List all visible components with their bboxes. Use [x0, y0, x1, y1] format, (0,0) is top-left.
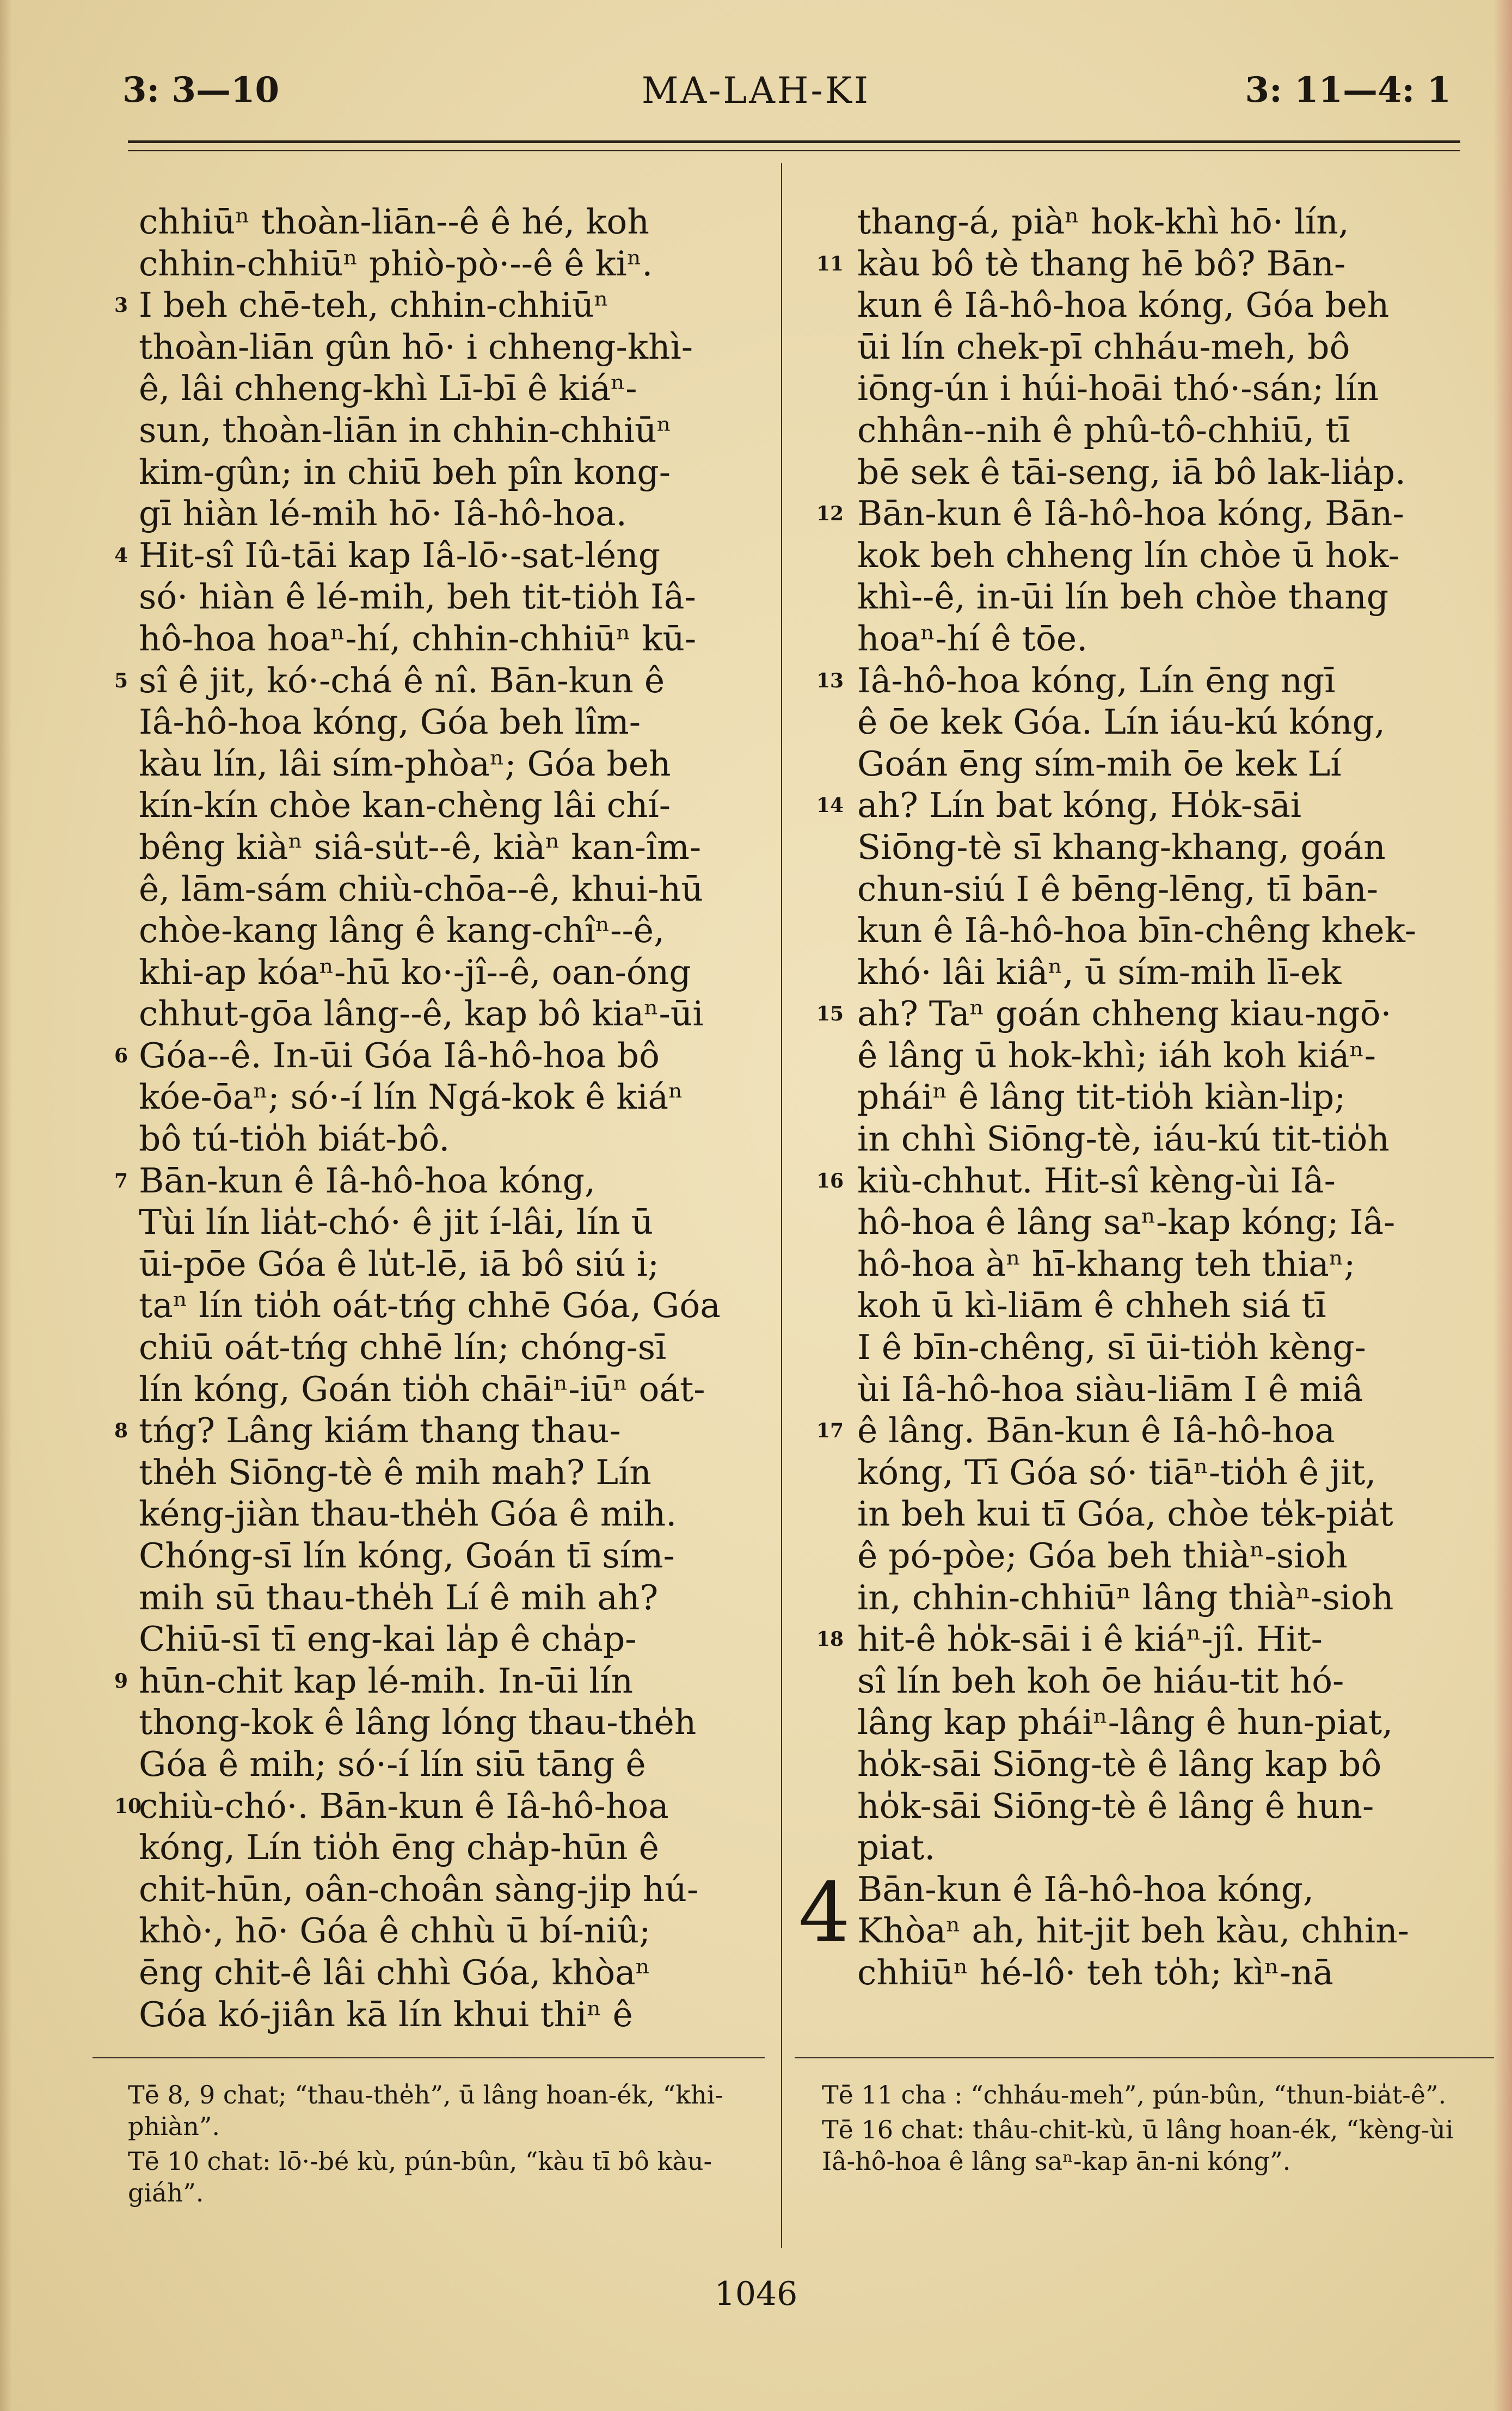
- text-line: ūi-pōe Góa ê lu̍t-lē, iā bô siú i;: [139, 1244, 660, 1284]
- text-line: kàu bô tè thang hē bô? Bān-: [857, 243, 1346, 284]
- text-line: Bān-kun ê Iâ-hô-hoa kóng,: [139, 1160, 596, 1201]
- text-line: chiū oát-tńg chhē lín; chóng-sī: [139, 1327, 667, 1368]
- footnote-rule-right: [795, 2057, 1494, 2058]
- text-line: Góa--ê. In-ūi Góa Iâ-hô-hoa bô: [139, 1035, 660, 1075]
- text-line: ūi lín chek-pī chháu-meh, bô: [857, 327, 1350, 367]
- text-line: bêng kiàⁿ siâ-su̍t--ê, kiàⁿ kan-îm-: [139, 827, 702, 867]
- text-line: the̍h Siōng-tè ê mih mah? Lín: [139, 1452, 651, 1492]
- header-rule-thick: [128, 140, 1460, 143]
- text-line: Iâ-hô-hoa kóng, Lín ēng ngī: [857, 660, 1336, 700]
- text-line: chhiūⁿ hé-lô· teh to̍h; kìⁿ-nā: [857, 1952, 1333, 1992]
- text-line: Iâ-hô-hoa kóng, Góa beh lîm-: [139, 702, 641, 742]
- text-line: I ê bīn-chêng, sī ūi-tio̍h kèng-: [857, 1327, 1366, 1368]
- text-line: lín kóng, Goán tio̍h chāiⁿ-iūⁿ oát-: [139, 1369, 705, 1409]
- text-line: ho̍k-sāi Siōng-tè ê lâng ê hun-: [857, 1786, 1374, 1826]
- text-line: kóe-ōaⁿ; só·-í lín Ngá-kok ê kiáⁿ: [139, 1077, 684, 1117]
- text-line: Chóng-sī lín kóng, Goán tī sím-: [139, 1536, 675, 1576]
- text-line: lâng kap pháiⁿ-lâng ê hun-piat,: [857, 1702, 1393, 1743]
- text-line: ê, lâi chheng-khì Lī-bī ê kiáⁿ-: [139, 368, 637, 409]
- text-line: koh ū kì-liām ê chheh siá tī: [857, 1286, 1326, 1326]
- text-line: kóng, Lín tio̍h ēng cha̍p-hūn ê: [139, 1828, 659, 1868]
- verse-number: 15: [816, 1002, 844, 1026]
- right-column-text: [857, 201, 1475, 1994]
- text-line: khó· lâi kiâⁿ, ū sím-mih lī-ek: [857, 952, 1342, 992]
- text-line: chhut-gōa lâng--ê, kap bô kiaⁿ-ūi: [139, 994, 704, 1034]
- text-line: sî lín beh koh ōe hiáu-tit hó-: [857, 1660, 1344, 1701]
- text-line: Bān-kun ê Iâ-hô-hoa kóng,: [857, 1869, 1314, 1909]
- text-line: taⁿ lín tio̍h oát-tńg chhē Góa, Góa: [139, 1286, 721, 1326]
- text-line: Chiū-sī tī eng-kai la̍p ê cha̍p-: [139, 1619, 637, 1659]
- page-edge-stain: [1493, 0, 1512, 2411]
- text-line: in chhì Siōng-tè, iáu-kú tit-tio̍h: [857, 1119, 1390, 1159]
- text-line: kéng-jiàn thau-the̍h Góa ê mih.: [139, 1494, 677, 1534]
- text-line: Goán ēng sím-mih ōe kek Lí: [857, 743, 1342, 784]
- text-line: Siōng-tè sī khang-khang, goán: [857, 827, 1386, 867]
- footnotes-left: [128, 2079, 754, 2212]
- text-line: hô-hoa hoaⁿ-hí, chhin-chhiūⁿ kū-: [139, 618, 697, 659]
- text-line: kóng, Tī Góa só· tiāⁿ-tio̍h ê jit,: [857, 1452, 1376, 1492]
- left-column-text: [139, 201, 757, 2035]
- text-line: in, chhin-chhiūⁿ lâng thiàⁿ-sioh: [857, 1577, 1394, 1617]
- text-line: piat.: [857, 1828, 936, 1868]
- book-title: MA-LAH-KI: [641, 70, 871, 112]
- text-line: pháiⁿ ê lâng tit-tio̍h kiàn-li̍p;: [857, 1077, 1346, 1117]
- text-line: ah? Lín bat kóng, Ho̍k-sāi: [857, 785, 1302, 826]
- text-line: I beh chē-teh, chhin-chhiūⁿ: [139, 285, 609, 325]
- text-line: Góa ê mih; só·-í lín siū tāng ê: [139, 1744, 646, 1784]
- text-line: ê ōe kek Góa. Lín iáu-kú kóng,: [857, 702, 1386, 742]
- text-line: chhân--nih ê phû-tô-chhiū, tī: [857, 410, 1350, 450]
- text-line: chhiūⁿ thoàn-liān--ê ê hé, koh: [139, 202, 649, 242]
- text-line: chhin-chhiūⁿ phiò-pò·--ê ê kiⁿ.: [139, 243, 653, 284]
- text-line: ê lâng ū hok-khì; iáh koh kiáⁿ-: [857, 1035, 1376, 1075]
- text-line: ê pó-pòe; Góa beh thiàⁿ-sioh: [857, 1536, 1348, 1576]
- text-line: hūn-chit kap lé-mih. In-ūi lín: [139, 1660, 634, 1701]
- header-right-reference: 3: 11—4: 1: [1245, 70, 1451, 110]
- text-line: Khòaⁿ ah, hit-jit beh kàu, chhin-: [857, 1911, 1409, 1951]
- text-line: ēng chit-ê lâi chhì Góa, khòaⁿ: [139, 1952, 650, 1992]
- text-line: kok beh chheng lín chòe ū hok-: [857, 535, 1400, 575]
- text-line: kun ê Iâ-hô-hoa kóng, Góa beh: [857, 285, 1390, 325]
- text-line: Tùi lín lia̍t-chó· ê jit í-lâi, lín ū: [139, 1202, 654, 1243]
- text-line: thoàn-liān gûn hō· i chheng-khì-: [139, 327, 693, 367]
- text-line: chiù-chó·. Bān-kun ê Iâ-hô-hoa: [139, 1786, 669, 1826]
- text-line: Góa kó-jiân kā lín khui thiⁿ ê: [139, 1994, 633, 2034]
- header-rule-thin: [128, 150, 1460, 151]
- text-line: kun ê Iâ-hô-hoa bīn-chêng khek-: [857, 911, 1417, 951]
- header-left-reference: 3: 3—10: [122, 70, 280, 110]
- footnote: Tē 16 chat: thâu-chit-kù, ū lâng hoan-ék, “kèng-ùi Iâ-hô-hoa ê lâng saⁿ-kap ān-ni kóng”.: [822, 2115, 1454, 2176]
- verse-number: 3: [114, 294, 128, 317]
- verse-number: 18: [816, 1628, 844, 1651]
- text-line: kiù-chhut. Hit-sî kèng-ùi Iâ-: [857, 1160, 1336, 1201]
- text-line: hô-hoa ê lâng saⁿ-kap kóng; Iâ-: [857, 1202, 1396, 1243]
- text-line: in beh kui tī Góa, chòe te̍k-pia̍t: [857, 1494, 1393, 1534]
- footnotes-right: [822, 2079, 1475, 2180]
- page-edge-shadow: [0, 0, 12, 2411]
- text-line: Bān-kun ê Iâ-hô-hoa kóng, Bān-: [857, 494, 1404, 534]
- text-line: chun-siú I ê bēng-lēng, tī bān-: [857, 869, 1379, 909]
- text-line: iōng-ún i húi-hoāi thó·-sán; lín: [857, 368, 1379, 409]
- verse-number: 10: [114, 1794, 142, 1818]
- column-separator: [781, 163, 782, 2248]
- text-line: kín-kín chòe kan-chèng lâi chí-: [139, 785, 671, 826]
- verse-number: 5: [114, 669, 128, 692]
- verse-number: 11: [816, 252, 844, 275]
- footnote: Tē 11 cha : “chháu-meh”, pún-bûn, “thun-bia̍t-ê”.: [822, 2080, 1447, 2109]
- verse-number: 6: [114, 1044, 128, 1067]
- text-line: hô-hoa àⁿ hī-khang teh thiaⁿ;: [857, 1244, 1356, 1284]
- text-line: bē sek ê tāi-seng, iā bô lak-lia̍p.: [857, 452, 1406, 492]
- text-line: sî ê jit, kó·-chá ê nî. Bān-kun ê: [139, 660, 665, 700]
- text-line: chòe-kang lâng ê kang-chîⁿ--ê,: [139, 911, 665, 951]
- verse-number: 16: [816, 1169, 844, 1192]
- text-line: só· hiàn ê lé-mih, beh tit-tio̍h Iâ-: [139, 577, 696, 617]
- footnote: Tē 8, 9 chat; “thau-the̍h”, ū lâng hoan-ék, “khi-phiàn”.: [128, 2080, 723, 2141]
- verse-number: 17: [816, 1419, 844, 1443]
- text-line: hit-ê ho̍k-sāi i ê kiáⁿ-jî. Hit-: [857, 1619, 1323, 1659]
- text-line: khi-ap kóaⁿ-hū ko·-jî--ê, oan-óng: [139, 952, 691, 992]
- text-line: ê, lām-sám chiù-chōa--ê, khui-hū: [139, 869, 703, 909]
- text-line: sun, thoàn-liān in chhin-chhiūⁿ: [139, 410, 672, 450]
- footnote: Tē 10 chat: lō·-bé kù, pún-bûn, “kàu tī bô kàu-giáh”.: [128, 2146, 712, 2207]
- text-line: chit-hūn, oân-choân sàng-ji̍p hú-: [139, 1869, 699, 1909]
- verse-number: 7: [114, 1169, 128, 1192]
- text-line: khò·, hō· Góa ê chhù ū bí-niû;: [139, 1911, 651, 1951]
- text-line: ùi Iâ-hô-hoa siàu-liām I ê miâ: [857, 1369, 1363, 1409]
- verse-number: 14: [816, 794, 844, 817]
- text-line: hoaⁿ-hí ê tōe.: [857, 618, 1088, 659]
- text-line: bô tú-tio̍h biát-bô.: [139, 1119, 450, 1159]
- text-line: kim-gûn; in chiū beh pîn kong-: [139, 452, 671, 492]
- text-line: gī hiàn lé-mih hō· Iâ-hô-hoa.: [139, 494, 627, 534]
- text-line: Hit-sî Iû-tāi kap Iâ-lō·-sat-léng: [139, 535, 661, 575]
- verse-number: 4: [114, 544, 128, 567]
- text-line: ê lâng. Bān-kun ê Iâ-hô-hoa: [857, 1411, 1335, 1451]
- text-line: mih sū thau-the̍h Lí ê mih ah?: [139, 1577, 659, 1617]
- text-line: thang-á, piàⁿ hok-khì hō· lín,: [857, 202, 1349, 242]
- text-line: kàu lín, lâi sím-phòaⁿ; Góa beh: [139, 743, 671, 784]
- verse-number: 9: [114, 1670, 128, 1693]
- footnote-rule-left: [93, 2057, 765, 2058]
- chapter-number: 4: [798, 1866, 851, 1960]
- verse-number: 12: [816, 502, 844, 526]
- text-line: tńg? Lâng kiám thang thau-: [139, 1411, 621, 1451]
- text-line: khì--ê, in-ūi lín beh chòe thang: [857, 577, 1389, 617]
- text-line: thong-kok ê lâng lóng thau-the̍h: [139, 1702, 697, 1743]
- text-line: ho̍k-sāi Siōng-tè ê lâng kap bô: [857, 1744, 1382, 1784]
- verse-number: 8: [114, 1419, 128, 1443]
- page-number: 1046: [714, 2275, 798, 2313]
- verse-number: 13: [816, 669, 844, 692]
- text-line: ah? Taⁿ goán chheng kiau-ngō·: [857, 994, 1392, 1034]
